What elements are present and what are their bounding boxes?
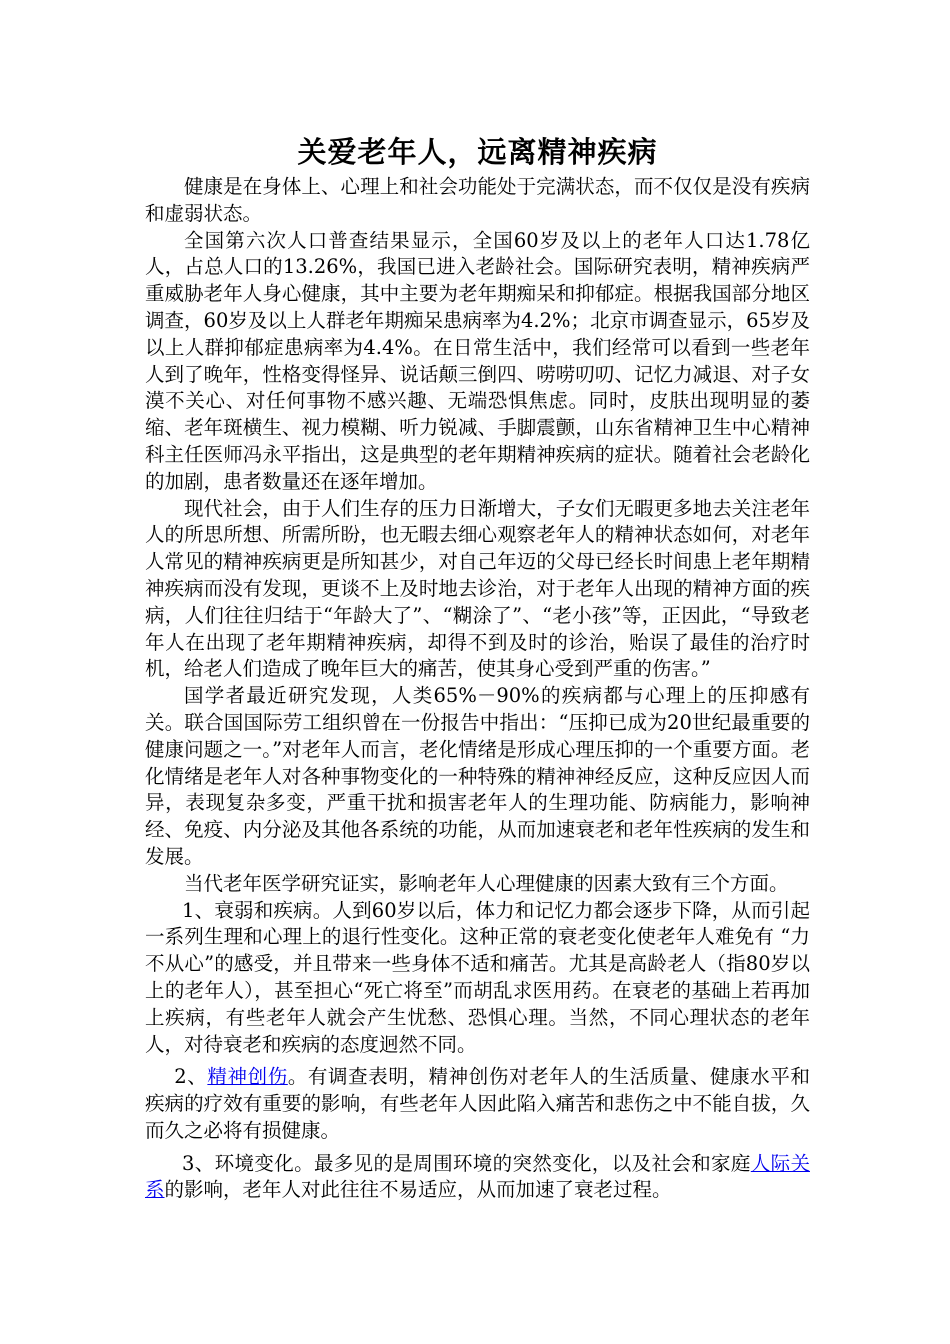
paragraph-factor-3	[145, 1151, 810, 1205]
paragraph-modern-society: 现代社会，由于人们生存的压力日渐增大，子女们无暇更多地去关注老年人的所思所想、所需所盼，也无暇去细心观察老年人的精神状态如何，对老年人常见的精神疾病更是所知甚少，对自己年迈的父母已经长时间患上老年期精神疾病而没有发现，更谈不上及时地去诊治，对于老年人出现的精神方面的疾病，人们往往归结于“年龄大了”、“糊涂了”、“老小孩”等，正因此，“导致老年人在出现了老年期精神疾病，却得不到及时的诊治，贻误了最佳的治疗时机，给老人们造成了晚年巨大的痛苦，使其身心受到严重的伤害。”	[145, 496, 810, 681]
paragraph-factors-intro: 当代老年医学研究证实，影响老年人心理健康的因素大致有三个方面。	[184, 871, 789, 895]
article-body	[145, 130, 810, 1204]
link-mental-trauma[interactable]: 精神创伤	[207, 1065, 288, 1089]
factor-3-text: 的影响，老年人对此往往不易适应，从而加速了衰老过程。	[164, 1178, 672, 1202]
paragraph-health-definition: 健康是在身体上、心理上和社会功能处于完满状态，而不仅仅是没有疾病和虚弱状态。	[145, 175, 810, 225]
paragraph-factor-1: 1、衰弱和疾病。人到60岁以后，体力和记忆力都会逐步下降，从而引起一系列生理和心理上的退行性变化。这种正常的衰老变化使老年人难免有 “力不从心”的感受，并且带来一些身体不适和痛苦。尤其是高龄老人（指80岁以上的老年人），甚至担心“死亡将至”而胡乱求医用药。在衰老的基础上若再加上疾病，有些老年人就会产生忧愁、恐惧心理。当然，不同心理状态的老年人，对待衰老和疾病的态度迥然不同。	[145, 898, 810, 1056]
article-title: 关爱老年人，远离精神疾病	[297, 135, 658, 169]
paragraph-census: 全国第六次人口普查结果显示，全国60岁及以上的老年人口达1.78亿人，占总人口的13.26%，我国已进入老龄社会。国际研究表明，精神疾病严重威胁老年人身心健康，其中主要为老年期痴呆和抑郁症。根据我国部分地区调查，60岁及以上人群老年期痴呆患病率为4.2%；北京市调查显示，65岁及以上人群抑郁症患病率为4.4%。在日常生活中，我们经常可以看到一些老年人到了晚年，性格变得怪异、说话颠三倒四、唠唠叨叨、记忆力减退、对子女漠不关心、对任何事物不感兴趣、无端恐惧焦虑。同时，皮肤出现明显的萎缩、老年斑横生、视力模糊、听力锐减、手脚震颤，山东省精神卫生中心精神科主任医师冯永平指出，这是典型的老年期精神疾病的症状。随着社会老龄化的加剧，患者数量还在逐年增加。	[145, 228, 810, 493]
paragraph-research: 国学者最近研究发现，人类65%－90%的疾病都与心理上的压抑感有关。联合国国际劳工组织曾在一份报告中指出：“压抑已成为20世纪最重要的健康问题之一。”对老年人而言，老化情绪是形成心理压抑的一个重要方面。老化情绪是老年人对各种事物变化的一种特殊的精神神经反应，这种反应因人而异，表现复杂多变，严重干扰和损害老年人的生理功能、防病能力，影响神经、免疫、内分泌及其他各系统的功能，从而加速衰老和老年性疾病的发生和发展。	[145, 684, 810, 868]
paragraph-factor-2	[145, 1064, 810, 1144]
factor-2-text: 。有调查表明，精神创伤对老年人的生活质量、健康水平和疾病的疗效有重要的影响，有些老年人因此陷入痛苦和悲伤之中不能自拔，久而久之必将有损健康。	[145, 1065, 810, 1142]
link-interpersonal-relations[interactable]: 人际关系	[145, 1151, 810, 1202]
factor-3-prefix: 3、环境变化。最多见的是周围环境的突然变化，以及社会和家庭	[182, 1151, 751, 1175]
factor-2-prefix: 2、	[174, 1065, 208, 1089]
